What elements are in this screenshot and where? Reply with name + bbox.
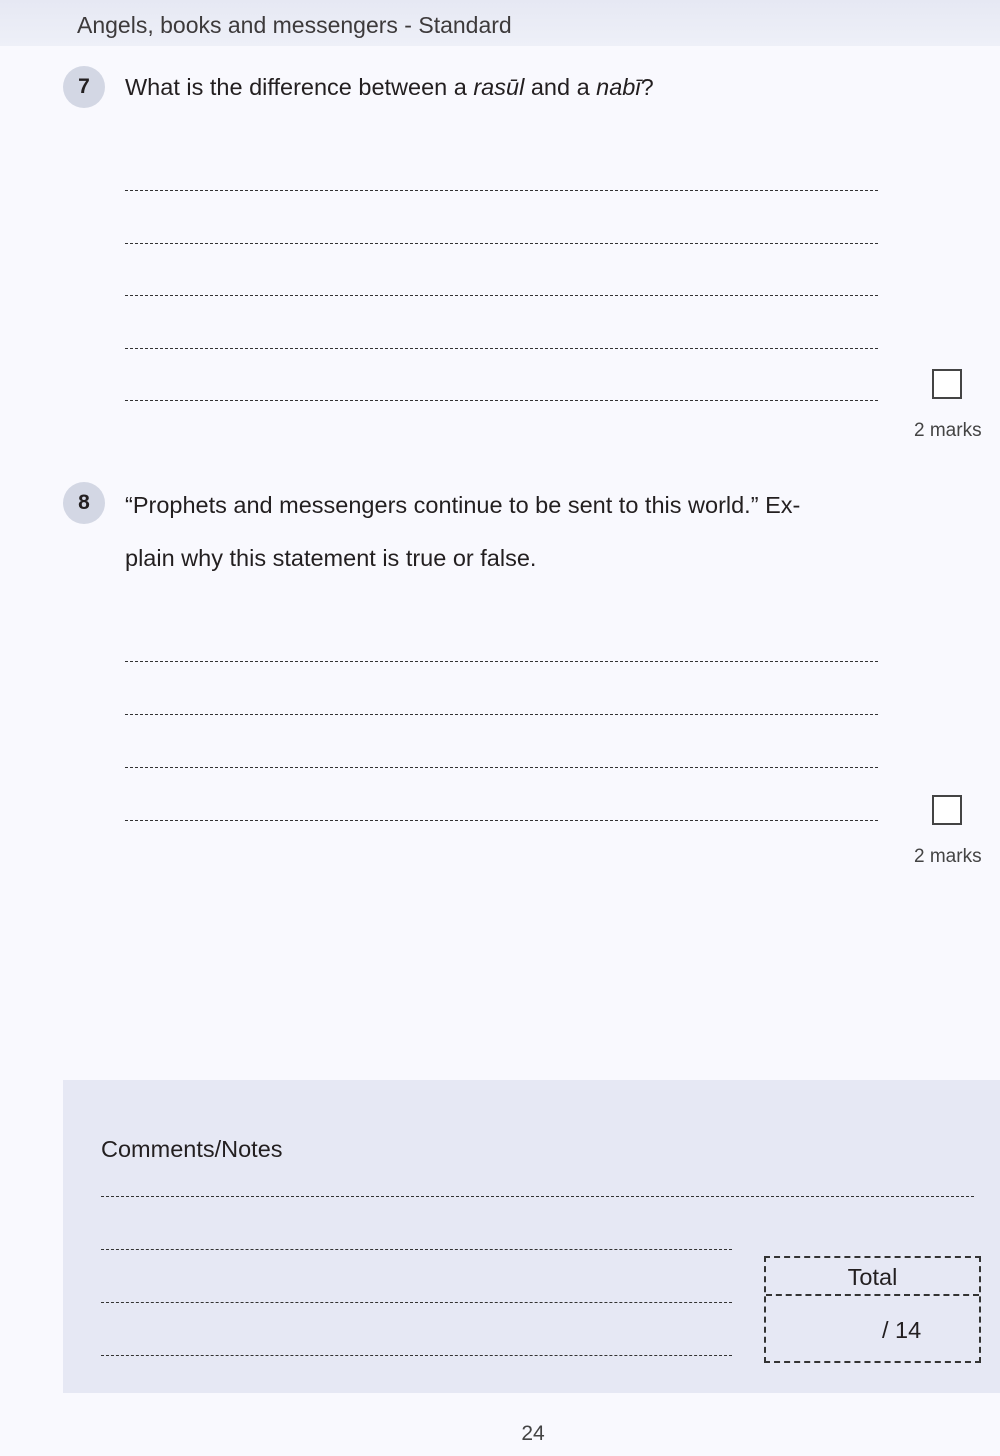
answer-line[interactable] bbox=[125, 243, 878, 244]
term-nabi: nabī bbox=[596, 74, 641, 100]
total-label: Total bbox=[847, 1264, 898, 1290]
marks-checkbox[interactable] bbox=[932, 369, 962, 399]
total-score[interactable]: / 14 bbox=[882, 1317, 922, 1343]
total-score-box bbox=[764, 1256, 981, 1363]
answer-line[interactable] bbox=[125, 348, 878, 349]
question-text-line: “Prophets and messengers continue to be sent to this world.” Ex- bbox=[125, 492, 801, 518]
comments-line[interactable] bbox=[101, 1249, 732, 1250]
term-rasul: rasūl bbox=[473, 74, 525, 100]
comments-line[interactable] bbox=[101, 1196, 974, 1197]
answer-line[interactable] bbox=[125, 820, 878, 821]
comments-title: Comments/Notes bbox=[101, 1136, 283, 1162]
comments-line[interactable] bbox=[101, 1302, 732, 1303]
question-number-badge: 7 bbox=[63, 66, 105, 108]
question-text-part: ? bbox=[640, 74, 654, 100]
question-text-line: plain why this statement is true or false. bbox=[125, 545, 537, 571]
answer-line[interactable] bbox=[125, 714, 878, 715]
question-number-badge: 8 bbox=[63, 482, 105, 524]
marks-label: 2 marks bbox=[914, 846, 982, 867]
total-divider bbox=[766, 1294, 979, 1296]
marks-checkbox[interactable] bbox=[932, 795, 962, 825]
comments-line[interactable] bbox=[101, 1355, 732, 1356]
answer-line[interactable] bbox=[125, 767, 878, 768]
question-7-text bbox=[125, 61, 845, 114]
page-header-title: Angels, books and messengers - Standard bbox=[77, 12, 512, 38]
answer-line[interactable] bbox=[125, 661, 878, 662]
answer-line[interactable] bbox=[125, 190, 878, 191]
question-8-text bbox=[125, 479, 845, 585]
question-text-part: and a bbox=[524, 74, 597, 100]
page-number: 24 bbox=[521, 1422, 545, 1445]
answer-line[interactable] bbox=[125, 295, 878, 296]
marks-label: 2 marks bbox=[914, 420, 982, 441]
answer-line[interactable] bbox=[125, 400, 878, 401]
question-text-part: What is the difference between a bbox=[125, 74, 474, 100]
